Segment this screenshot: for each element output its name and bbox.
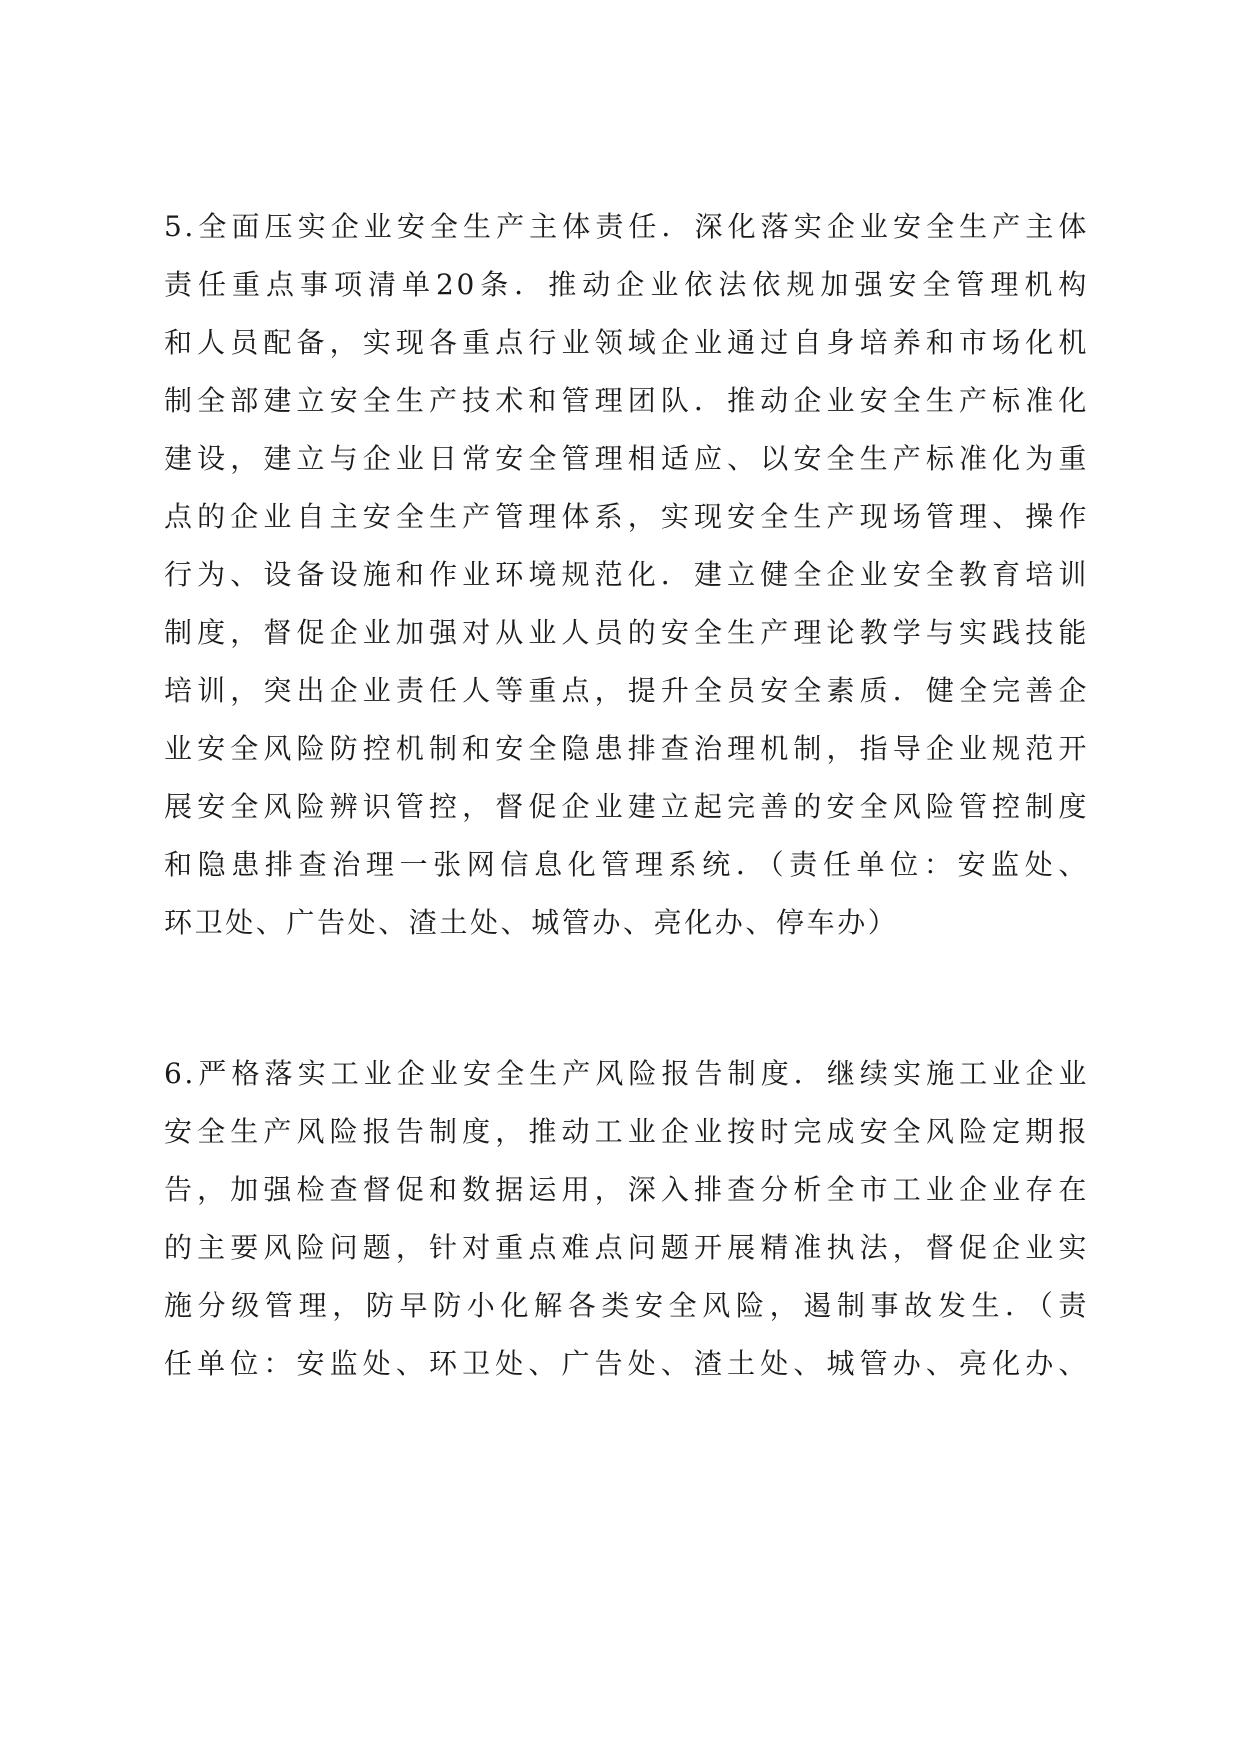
paragraph-5-line-7: 行为、设备设施和作业环境规范化．建立健全企业安全教育培训 (164, 558, 1089, 591)
paragraph-5-line-6: 点的企业自主安全生产管理体系，实现安全生产现场管理、操作 (164, 500, 1089, 533)
paragraph-5-line-10: 业安全风险防控机制和安全隐患排查治理机制，指导企业规范开 (164, 732, 1089, 765)
paragraph-5-line-11: 展安全风险辨识管控，督促企业建立起完善的安全风险管控制度 (164, 790, 1089, 823)
paragraph-6-line-1: 6.严格落实工业企业安全生产风险报告制度．继续实施工业企业 (164, 1057, 1089, 1090)
paragraph-6-line-6: 任单位：安监处、环卫处、广告处、渣土处、城管办、亮化办、 (164, 1347, 1089, 1380)
paragraph-6-line-2: 安全生产风险报告制度，推动工业企业按时完成安全风险定期报 (164, 1115, 1089, 1148)
paragraph-6-line-5: 施分级管理，防早防小化解各类安全风险，遏制事故发生．（责 (164, 1289, 1089, 1322)
paragraph-5-line-4: 制全部建立安全生产技术和管理团队．推动企业安全生产标准化 (164, 384, 1089, 417)
paragraph-5-line-3: 和人员配备，实现各重点行业领域企业通过自身培养和市场化机 (164, 326, 1089, 359)
paragraph-5-line-2: 责任重点事项清单20条．推动企业依法依规加强安全管理机构 (164, 268, 1089, 301)
paragraph-5-line-1: 5.全面压实企业安全生产主体责任．深化落实企业安全生产主体 (164, 210, 1089, 243)
paragraph-6-line-3: 告，加强检查督促和数据运用，深入排查分析全市工业企业存在 (164, 1173, 1089, 1206)
paragraph-6-line-4: 的主要风险问题，针对重点难点问题开展精准执法，督促企业实 (164, 1231, 1089, 1264)
paragraph-5-line-9: 培训，突出企业责任人等重点，提升全员安全素质．健全完善企 (164, 674, 1089, 707)
paragraph-5-line-5: 建设，建立与企业日常安全管理相适应、以安全生产标准化为重 (164, 442, 1089, 475)
paragraph-5-line-13: 环卫处、广告处、渣土处、城管办、亮化办、停车办） (164, 906, 899, 939)
paragraph-5-line-8: 制度，督促企业加强对从业人员的安全生产理论教学与实践技能 (164, 616, 1089, 649)
paragraph-5-line-12: 和隐患排查治理一张网信息化管理系统．（责任单位：安监处、 (164, 848, 1089, 881)
